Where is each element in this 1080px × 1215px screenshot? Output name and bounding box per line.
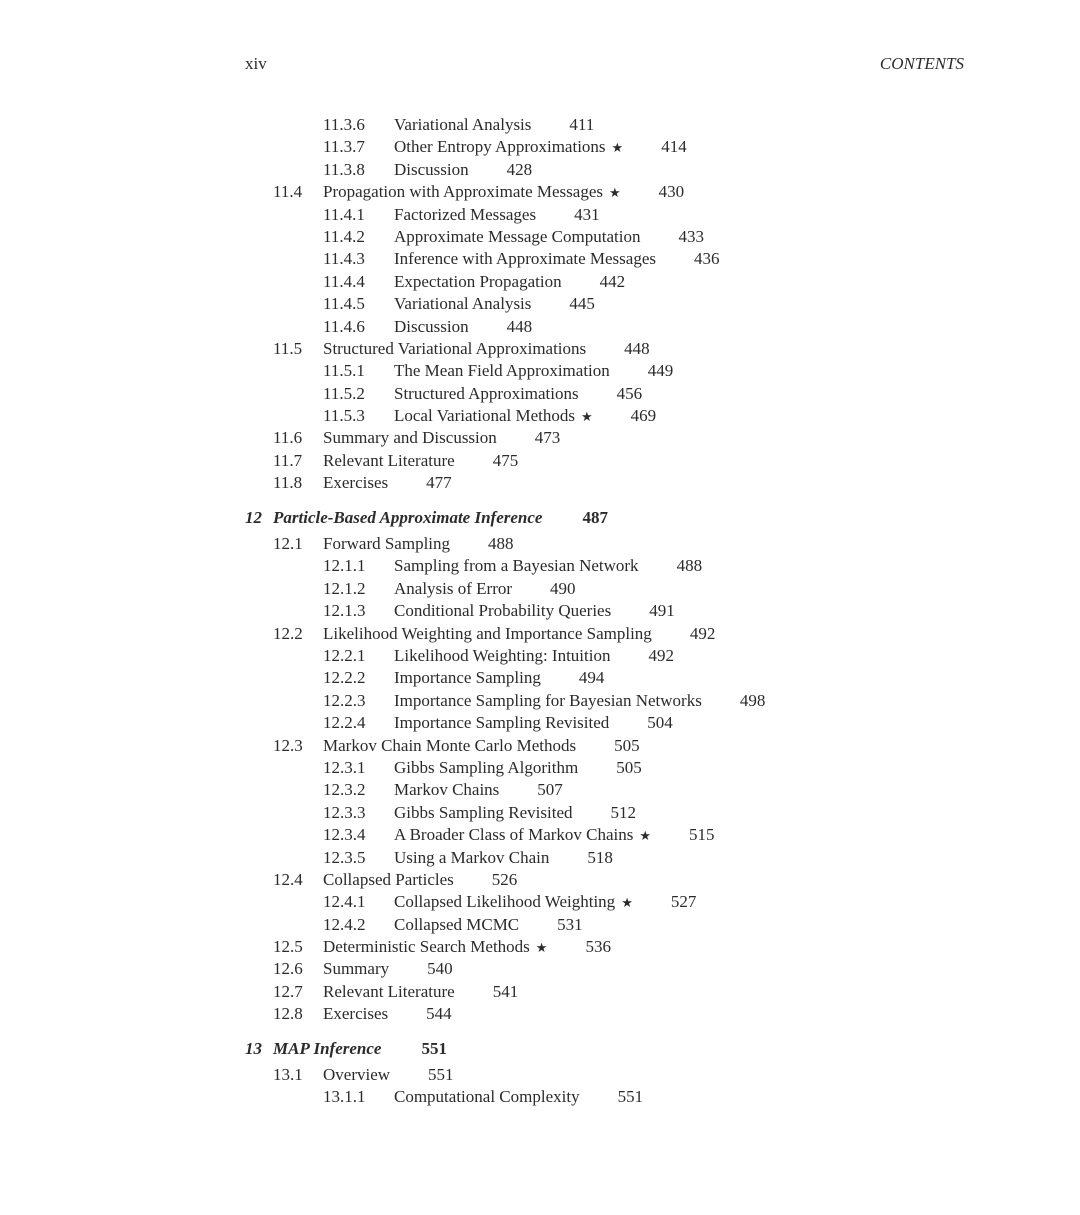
toc-entry-title: Propagation with Approximate Messages — [323, 182, 603, 202]
toc-entry-page: 442 — [599, 271, 626, 291]
toc-entry-page: 515 — [689, 825, 715, 845]
toc-entry-title: Likelihood Weighting: Intuition — [394, 645, 611, 665]
toc-section — [0, 450, 1080, 472]
toc-entry-number: 12.1.1 — [323, 556, 366, 576]
toc-subsection — [0, 555, 1080, 577]
toc-entry-title: Conditional Probability Queries — [394, 601, 612, 621]
toc-subsection — [0, 667, 1080, 689]
toc-entry-text — [394, 383, 642, 405]
toc-entry-title: Variational Analysis — [394, 294, 532, 314]
toc-entry-page: 428 — [506, 159, 533, 179]
toc-entry-text — [323, 427, 560, 449]
toc-entry-title: Gibbs Sampling Algorithm — [394, 757, 579, 777]
toc-entry-page: 544 — [426, 1004, 452, 1024]
toc-section — [0, 181, 1080, 203]
toc-entry-page: 487 — [582, 507, 608, 527]
toc-entry-text — [394, 891, 696, 914]
toc-entry-text — [394, 690, 765, 712]
toc-entry-text — [394, 555, 702, 577]
toc-entry-text — [323, 623, 715, 645]
toc-entry-number: 11.5 — [273, 338, 303, 358]
toc-entry-number: 13.1 — [273, 1065, 303, 1085]
toc-entry-page: 490 — [550, 578, 576, 598]
toc-entry-number: 12.5 — [273, 937, 303, 957]
toc-section — [0, 958, 1080, 980]
toc-entry-title: Using a Markov Chain — [394, 847, 550, 867]
toc-entry-text — [273, 507, 608, 529]
toc-entry-text — [394, 578, 576, 600]
toc-entry-page: 551 — [428, 1065, 454, 1085]
toc-entry-page: 469 — [630, 406, 657, 426]
toc-entry-title: Exercises — [323, 1004, 389, 1024]
toc-entry-title: Analysis of Error — [394, 578, 513, 598]
toc-section — [0, 1064, 1080, 1086]
toc-subsection — [0, 360, 1080, 382]
toc-entry-page: 448 — [624, 338, 650, 358]
toc-entry-text — [394, 802, 636, 824]
toc-entry-title: The Mean Field Approximation — [394, 361, 610, 381]
toc-entry-text — [394, 824, 715, 847]
toc-entry-number: 11.8 — [273, 473, 303, 493]
toc-entry-text — [394, 316, 532, 338]
toc-entry-text — [323, 338, 650, 360]
toc-subsection — [0, 159, 1080, 181]
toc-entry-page: 494 — [578, 668, 605, 688]
toc-subsection — [0, 779, 1080, 801]
toc-entry-page: 475 — [492, 450, 519, 470]
toc-subsection — [0, 645, 1080, 667]
toc-entry-number: 12.2.2 — [323, 668, 366, 688]
toc-entry-title: Local Variational Methods — [394, 406, 575, 426]
star-icon: ★ — [611, 140, 624, 156]
toc-entry-number: 12.3.3 — [323, 802, 366, 822]
toc-entry-number: 11.3.6 — [323, 115, 365, 134]
toc-entry-page: 526 — [491, 869, 518, 889]
toc-subsection — [0, 690, 1080, 712]
toc-chapter — [0, 507, 1080, 529]
toc-entry-title: Other Entropy Approximations — [394, 137, 606, 157]
toc-subsection — [0, 248, 1080, 270]
toc-entry-title: Expectation Propagation — [394, 271, 562, 291]
toc-entry-number: 12.2.3 — [323, 690, 366, 710]
toc-subsection — [0, 824, 1080, 846]
toc-entry-number: 11.3.8 — [323, 159, 365, 179]
toc-entry-page: 414 — [661, 137, 687, 157]
toc-section — [0, 981, 1080, 1003]
toc-subsection — [0, 891, 1080, 913]
toc-subsection — [0, 847, 1080, 869]
toc-entry-page: 448 — [506, 316, 533, 336]
toc-entry-page: 449 — [647, 361, 674, 381]
toc-entry-text — [323, 1064, 454, 1086]
toc-entry-page: 491 — [649, 601, 675, 621]
toc-entry-number: 12.3.4 — [323, 825, 366, 845]
toc-entry-text — [323, 1003, 452, 1025]
toc-section — [0, 427, 1080, 449]
toc-entry-page: 531 — [557, 914, 583, 934]
toc-entry-page: 411 — [569, 115, 595, 134]
toc-entry-page: 431 — [574, 204, 600, 224]
toc-entry-title: Approximate Message Computation — [394, 226, 641, 246]
toc-entry-number: 11.7 — [273, 450, 303, 470]
toc-section — [0, 472, 1080, 494]
toc-entry-title: Discussion — [394, 159, 469, 179]
toc-entry-title: Variational Analysis — [394, 115, 532, 134]
toc-entry-number: 12.3 — [273, 735, 303, 755]
toc-entry-title: Collapsed MCMC — [394, 914, 520, 934]
toc-entry-number: 12.6 — [273, 959, 303, 979]
toc-entry-text — [394, 293, 595, 315]
toc-entry-number: 11.4.3 — [323, 249, 365, 269]
toc-subsection — [0, 271, 1080, 293]
toc-subsection — [0, 114, 1080, 136]
toc-entry-page: 551 — [421, 1038, 447, 1058]
toc-entry-title: Importance Sampling — [394, 668, 541, 688]
toc-entry-number: 12.2.4 — [323, 713, 366, 733]
toc-entry-title: Likelihood Weighting and Importance Sampling — [323, 623, 652, 643]
toc-subsection — [0, 383, 1080, 405]
toc-entry-text — [323, 533, 514, 555]
toc-entry-text — [394, 667, 604, 689]
toc-entry-number: 11.4 — [273, 182, 303, 202]
star-icon: ★ — [580, 409, 593, 425]
toc-entry-title: Discussion — [394, 316, 469, 336]
toc-subsection — [0, 1086, 1080, 1108]
toc-entry-page: 498 — [739, 690, 766, 710]
toc-entry-page: 445 — [569, 294, 595, 314]
toc-subsection — [0, 712, 1080, 734]
toc-section — [0, 338, 1080, 360]
toc-subsection — [0, 914, 1080, 936]
toc-entry-title: Exercises — [323, 473, 389, 493]
star-icon: ★ — [621, 895, 633, 911]
toc-entry-title: Collapsed Particles — [323, 869, 454, 889]
toc-entry-title: Factorized Messages — [394, 204, 537, 224]
toc-entry-page: 507 — [537, 780, 563, 800]
toc-entry-page: 512 — [610, 802, 636, 822]
toc-entry-page: 540 — [427, 959, 453, 979]
toc-section — [0, 735, 1080, 757]
toc-entry-title: Summary and Discussion — [323, 428, 497, 448]
toc-entry-text — [394, 271, 625, 293]
toc-entry-title: Overview — [323, 1065, 391, 1085]
toc-section — [0, 869, 1080, 891]
toc-subsection — [0, 757, 1080, 779]
toc-subsection — [0, 226, 1080, 248]
toc-entry-number: 12.4.1 — [323, 892, 366, 912]
toc-entry-number: 11.4.5 — [323, 294, 365, 314]
star-icon: ★ — [609, 185, 621, 201]
toc-entry-title: Gibbs Sampling Revisited — [394, 802, 573, 822]
toc-entry-page: 541 — [492, 981, 519, 1001]
toc-entry-number: 12.3.2 — [323, 780, 366, 800]
toc-entry-title: Importance Sampling for Bayesian Networks — [394, 690, 702, 710]
star-icon: ★ — [639, 828, 652, 844]
toc-entry-text — [394, 914, 583, 936]
toc-entry-number: 11.4.4 — [323, 271, 365, 291]
toc-entry-text — [323, 936, 611, 959]
table-of-contents — [0, 114, 1080, 1109]
toc-entry-text — [394, 136, 687, 159]
toc-entry-text — [394, 248, 720, 270]
toc-entry-title: Forward Sampling — [323, 534, 451, 554]
toc-entry-title: Importance Sampling Revisited — [394, 713, 610, 733]
running-title: CONTENTS — [879, 54, 964, 73]
toc-entry-number: 12.3.5 — [323, 847, 366, 867]
toc-entry-page: 430 — [658, 182, 685, 202]
toc-entry-text — [323, 472, 452, 494]
toc-entry-title: MAP Inference — [273, 1038, 382, 1058]
toc-entry-page: 504 — [647, 713, 673, 733]
toc-entry-text — [394, 226, 704, 248]
toc-entry-number: 11.6 — [273, 428, 303, 448]
toc-entry-title: Structured Variational Approximations — [323, 338, 587, 358]
toc-entry-text — [394, 757, 642, 779]
toc-entry-number: 12.3.1 — [323, 757, 366, 777]
toc-entry-title: Collapsed Likelihood Weighting — [394, 892, 616, 912]
toc-entry-text — [394, 114, 594, 136]
toc-entry-number: 12.2 — [273, 623, 303, 643]
toc-subsection — [0, 136, 1080, 158]
toc-entry-number: 13.1.1 — [323, 1087, 366, 1107]
toc-entry-title: Computational Complexity — [394, 1087, 580, 1107]
toc-entry-text — [394, 779, 563, 801]
toc-subsection — [0, 578, 1080, 600]
toc-chapter — [0, 1038, 1080, 1060]
toc-section — [0, 533, 1080, 555]
toc-entry-title: Structured Approximations — [394, 383, 579, 403]
toc-section — [0, 1003, 1080, 1025]
toc-subsection — [0, 293, 1080, 315]
toc-entry-page: 433 — [678, 226, 704, 246]
toc-entry-title: Summary — [323, 959, 390, 979]
toc-entry-text — [323, 958, 453, 980]
toc-subsection — [0, 802, 1080, 824]
toc-entry-title: Relevant Literature — [323, 450, 455, 470]
toc-entry-number: 12 — [245, 507, 262, 527]
toc-entry-text — [323, 735, 640, 757]
toc-subsection — [0, 316, 1080, 338]
toc-entry-number: 11.4.2 — [323, 226, 365, 246]
toc-entry-text — [394, 159, 532, 181]
toc-entry-number: 12.1 — [273, 534, 303, 554]
toc-entry-title: Markov Chains — [394, 780, 500, 800]
toc-entry-title: Particle-Based Approximate Inference — [273, 507, 543, 527]
toc-subsection — [0, 204, 1080, 226]
toc-entry-title: Deterministic Search Methods — [323, 937, 530, 957]
toc-entry-number: 12.8 — [273, 1004, 303, 1024]
toc-entry-number: 13 — [245, 1038, 262, 1058]
toc-subsection — [0, 600, 1080, 622]
toc-entry-number: 11.3.7 — [323, 137, 365, 157]
toc-subsection — [0, 405, 1080, 427]
toc-entry-page: 436 — [694, 249, 720, 269]
toc-entry-page: 505 — [614, 735, 640, 755]
toc-entry-text — [323, 181, 684, 204]
toc-entry-text — [394, 360, 673, 382]
toc-entry-page: 527 — [670, 892, 697, 912]
star-icon: ★ — [535, 940, 548, 956]
toc-entry-text — [394, 405, 656, 428]
toc-section — [0, 623, 1080, 645]
toc-entry-text — [323, 869, 517, 891]
toc-entry-page: 488 — [676, 556, 703, 576]
toc-section — [0, 936, 1080, 958]
toc-entry-text — [394, 847, 613, 869]
toc-entry-page: 505 — [616, 757, 642, 777]
toc-entry-text — [394, 645, 674, 667]
toc-entry-number: 11.5.1 — [323, 361, 365, 381]
toc-entry-page: 518 — [587, 847, 613, 867]
toc-entry-page: 473 — [534, 428, 561, 448]
toc-entry-number: 11.5.3 — [323, 406, 365, 426]
toc-entry-number: 11.4.6 — [323, 316, 365, 336]
toc-entry-page: 456 — [616, 383, 643, 403]
toc-entry-text — [394, 600, 675, 622]
toc-entry-number: 12.2.1 — [323, 645, 366, 665]
toc-entry-title: Sampling from a Bayesian Network — [394, 556, 639, 576]
toc-entry-page: 492 — [689, 623, 716, 643]
toc-entry-text — [323, 450, 518, 472]
toc-entry-page: 492 — [648, 645, 674, 665]
toc-entry-number: 11.5.2 — [323, 383, 365, 403]
toc-entry-text — [394, 712, 673, 734]
toc-entry-page: 551 — [617, 1087, 644, 1107]
toc-entry-title: Relevant Literature — [323, 981, 455, 1001]
toc-entry-number: 12.4 — [273, 869, 303, 889]
toc-entry-number: 12.1.3 — [323, 601, 366, 621]
toc-entry-title: Inference with Approximate Messages — [394, 249, 656, 269]
toc-entry-number: 12.7 — [273, 981, 303, 1001]
toc-entry-title: A Broader Class of Markov Chains — [394, 825, 634, 845]
toc-entry-number: 12.4.2 — [323, 914, 366, 934]
toc-entry-page: 536 — [585, 937, 611, 957]
toc-entry-text — [394, 204, 600, 226]
toc-entry-title: Markov Chain Monte Carlo Methods — [323, 735, 577, 755]
toc-entry-page: 488 — [488, 534, 514, 554]
toc-entry-number: 12.1.2 — [323, 578, 366, 598]
page-number: xiv — [245, 54, 267, 73]
toc-entry-text — [273, 1038, 447, 1060]
toc-entry-text — [394, 1086, 643, 1108]
toc-entry-page: 477 — [426, 473, 452, 493]
toc-entry-number: 11.4.1 — [323, 204, 365, 224]
toc-entry-text — [323, 981, 518, 1003]
